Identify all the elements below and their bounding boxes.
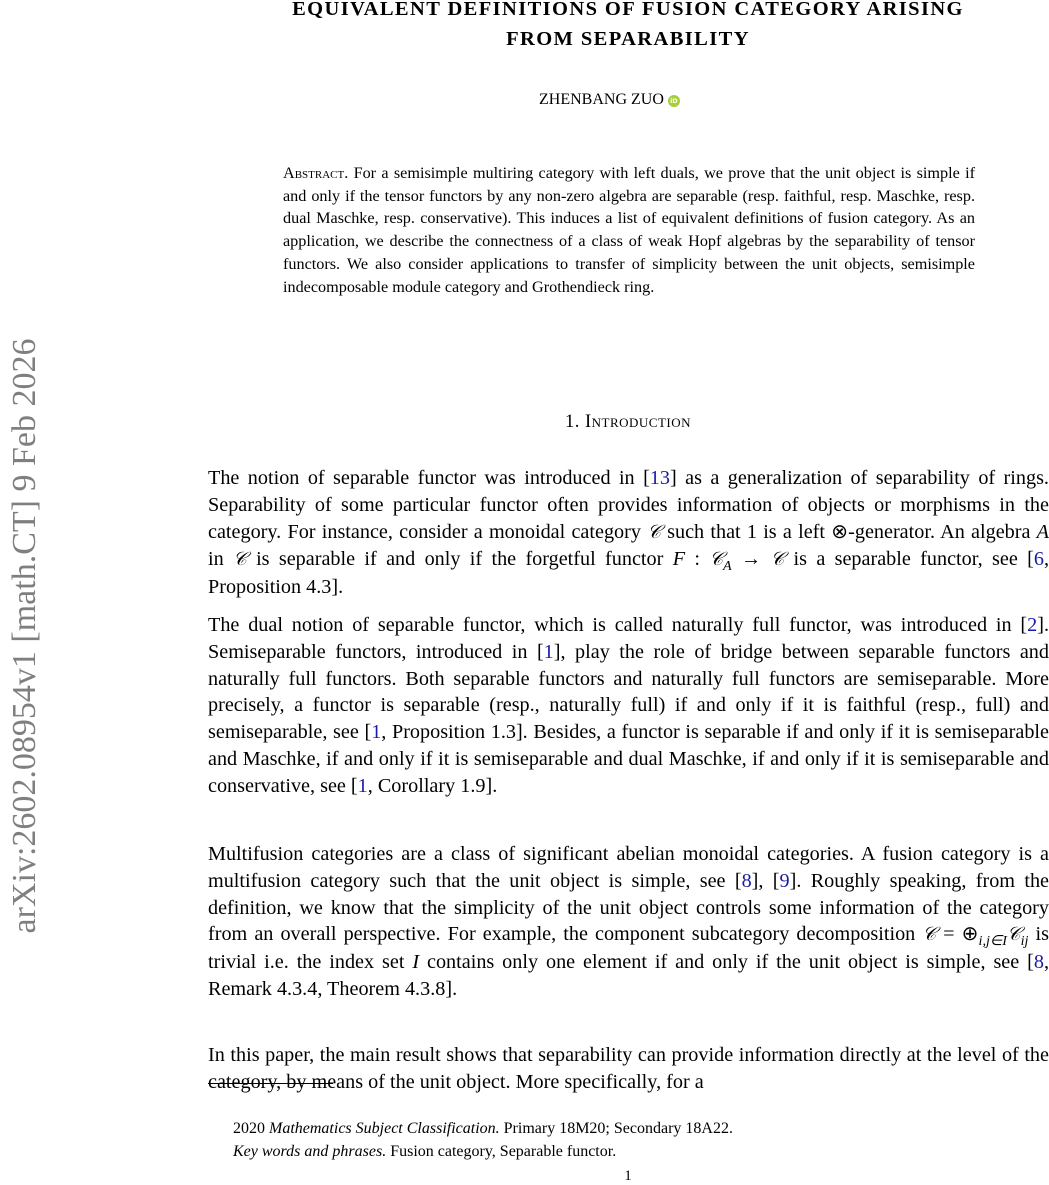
title-line-2: FROM SEPARABILITY: [506, 28, 750, 50]
paragraph-2: The dual notion of separable functor, which is called naturally full functor, was introduced in [2]. Semiseparable functors, introduced in [1], play the role of bridge between separable functors and naturally full functors. Both separable functors and naturally full functors are semiseparable. More precisely, a functor is separable (resp., naturally full) if and only if it is faithful (resp., full) and semiseparable, see [1, Proposition 1.3]. Besides, a functor is separable if and only if it is semiseparable and Maschke, if and only if it is semiseparable and dual Maschke, if and only if it is semiseparable and conservative, see [1, Corollary 1.9].: [208, 614, 1049, 797]
paper-title: [200, 0, 1049, 54]
section-heading: [200, 412, 1049, 433]
section-title: Introduction: [584, 412, 692, 432]
citation-link[interactable]: 1: [371, 721, 382, 744]
citation-link[interactable]: 1: [357, 774, 368, 797]
abstract-text: For a semisimple multiring category with left duals, we prove that the unit object is simple if and only if the tensor functors by any non-zero algebra are separable (resp. faithful, resp. Maschke, resp. dual Maschke, resp. conservative). This induces a list of equivalent definitions of fusion category. As an application, we describe the connectness of a class of weak Hopf algebras by the separability of tensor functors. We also consider applications to transfer of simplicity between the unit objects, semisimple indecomposable module category and Grothendieck ring.: [283, 164, 975, 296]
author-line: [539, 91, 680, 109]
citation-link[interactable]: 13: [649, 467, 670, 489]
citation-link[interactable]: 8: [1033, 951, 1044, 974]
author-name: ZHENBANG ZUO: [539, 91, 664, 108]
paragraph-4: In this paper, the main result shows that separability can provide information directly at the level of the category, by means of the unit object. More specifically, for a: [208, 1044, 1049, 1093]
citation-link[interactable]: 9: [779, 869, 790, 892]
citation-link[interactable]: 6: [1033, 548, 1044, 571]
abstract: [283, 162, 975, 298]
citation-link[interactable]: 2: [1027, 614, 1038, 636]
footnote-rule: [208, 1083, 333, 1084]
citation-link[interactable]: 1: [543, 640, 554, 663]
orcid-icon[interactable]: iD: [668, 95, 680, 107]
citation-link[interactable]: 8: [741, 869, 752, 892]
title-line-1: EQUIVALENT DEFINITIONS OF FUSION CATEGORY ARISING: [292, 0, 964, 20]
footnote-keywords: Key words and phrases. Fusion category, Separable functor.: [233, 1143, 617, 1160]
section-number: 1.: [564, 412, 580, 432]
paragraph-3: Multifusion categories are a class of significant abelian monoidal categories. A fusion category is a multifusion category such that the unit object is simple, see [8], [9]. Roughly speaking, from the definition, we know that the simplicity of the unit object controls some information of the category from an overall perspective. For example, the component subcategory decomposition 𝒞 = $\oplus_{i,j\in I}𝒞_{ij}$ is trivial i.e. the index set I contains only one element if and only if the unit object is simple, see [8, Remark 4.3.4, Theorem 4.3.8].: [208, 843, 1049, 1000]
abstract-label: Abstract.: [283, 164, 349, 182]
footnote-msc: 2020 Mathematics Subject Classification. Primary 18M20; Secondary 18A22.: [233, 1120, 733, 1137]
page-number: 1: [624, 1168, 632, 1184]
paragraph-1: The notion of separable functor was introduced in [13] as a generalization of separability of rings. Separability of some particular functor often provides information of objects or morphisms in the category. For instance, consider a monoidal category 𝒞 such that 1 is a left ⊗-generator. An algebra A in 𝒞 is separable if and only if the forgetful functor F : 𝒞$_A$ → 𝒞 is a separable functor, see [6, Proposition 4.3].: [208, 467, 1049, 599]
arxiv-identifier-stamp: arXiv:2602.08954v1 [math.CT] 9 Feb 2026: [6, 338, 43, 934]
